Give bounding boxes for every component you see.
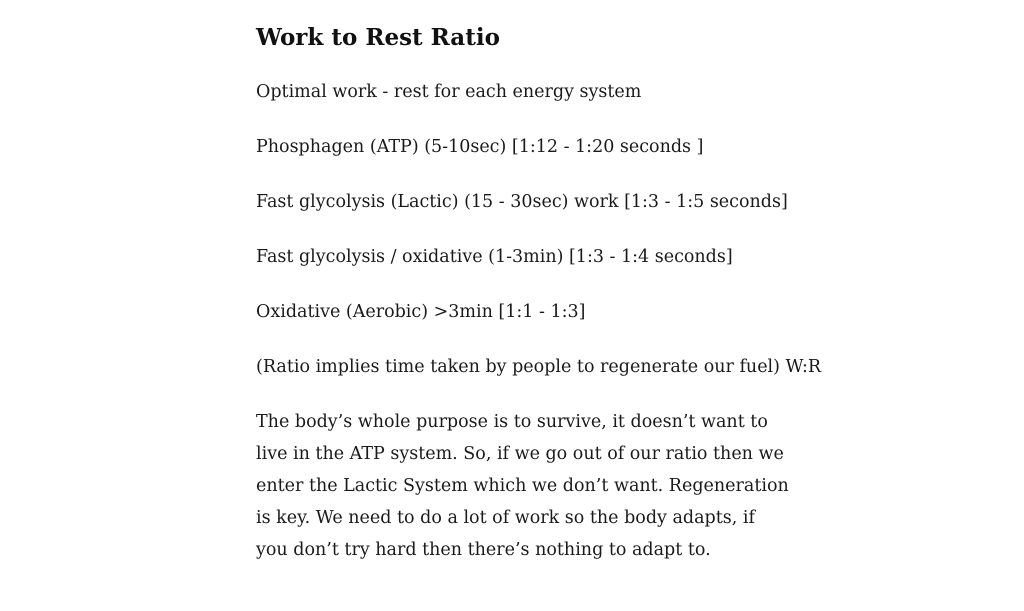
article [256,22,822,566]
paragraph-ratio-note: (Ratio implies time taken by people to regenerate our fuel) W:R [256,357,822,377]
paragraph-fast-glycolysis: Fast glycolysis (Lactic) (15 - 30sec) work [1:3 - 1:5 seconds] [256,192,788,212]
page-title: Work to Rest Ratio [256,24,500,51]
paragraph-phosphagen: Phosphagen (ATP) (5-10sec) [1:12 - 1:20 seconds ] [256,137,704,157]
paragraph-intro: Optimal work - rest for each energy system [256,82,642,102]
paragraph-body: The body’s whole purpose is to survive, it doesn’t want to live in the ATP system. So, if we go out of our ratio then we enter the Lactic System which we don’t want. Regeneration is key. We need to do a lot of work so the body adapts, if you don’t try hard then there’s nothing to adapt to. [256,412,789,560]
paragraph-glycolysis-oxidative: Fast glycolysis / oxidative (1-3min) [1:3 - 1:4 seconds] [256,247,733,267]
paragraph-oxidative: Oxidative (Aerobic) >3min [1:1 - 1:3] [256,302,586,322]
